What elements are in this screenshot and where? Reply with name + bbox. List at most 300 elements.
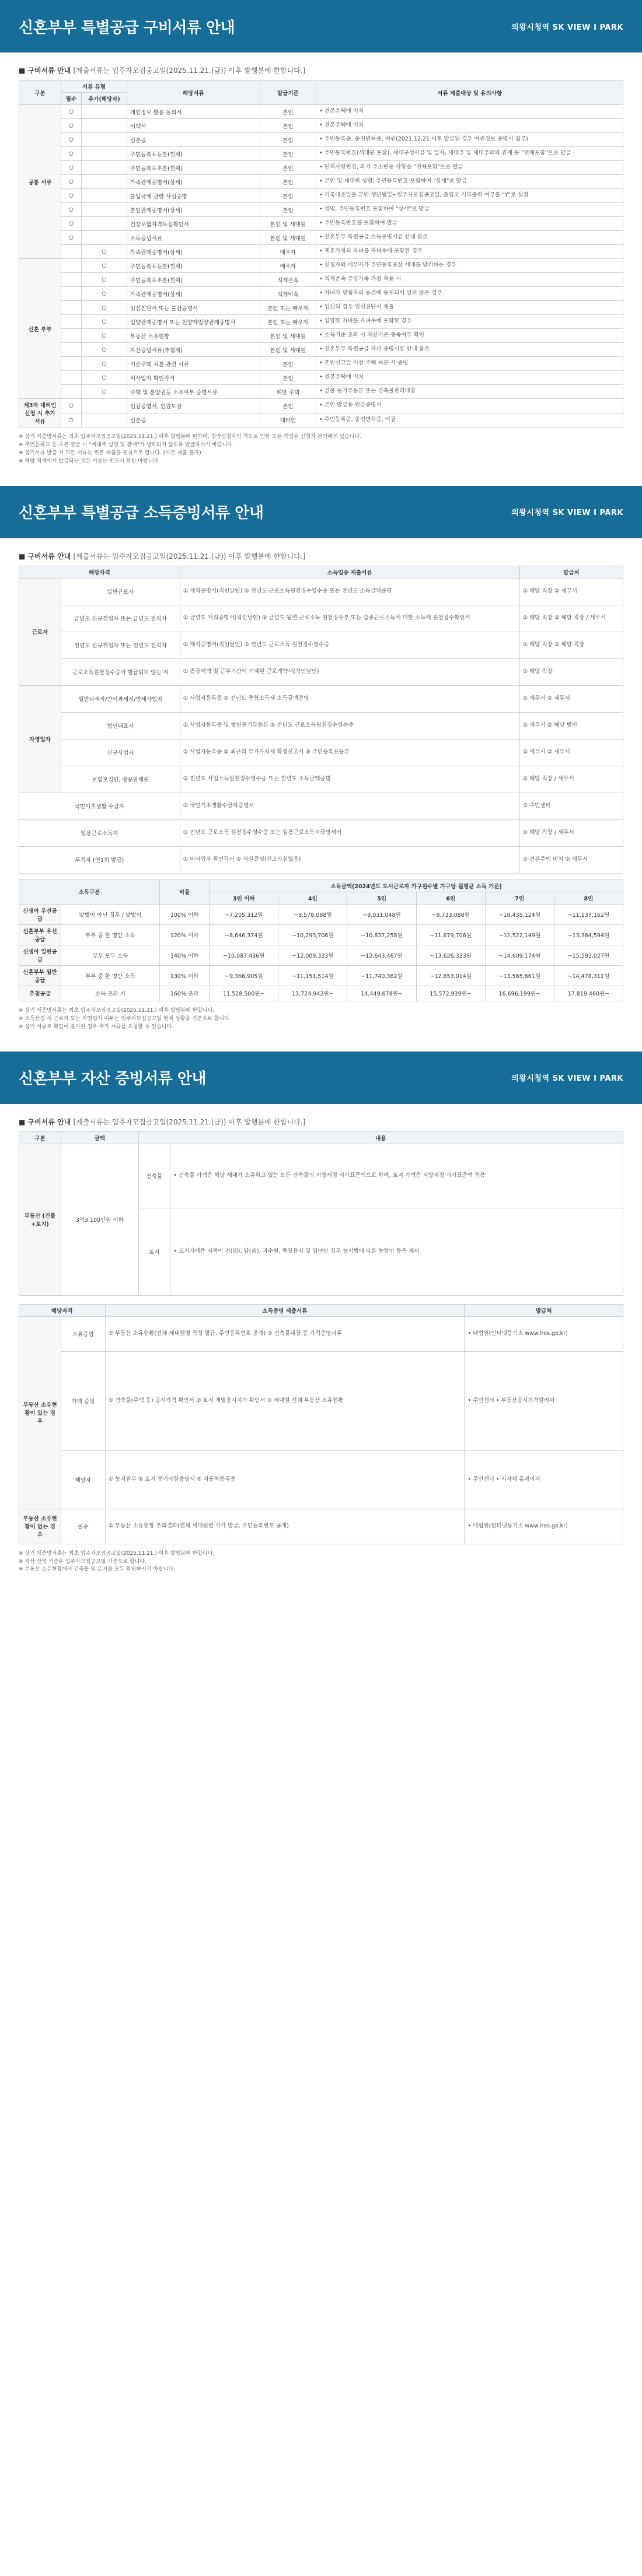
table-row bbox=[19, 203, 623, 217]
required-mark bbox=[61, 371, 82, 385]
document-name: 신분증 bbox=[127, 413, 260, 427]
document-name: 주민등록표초본(전체) bbox=[127, 273, 260, 287]
income-value: ~12,009,323원 bbox=[278, 945, 347, 965]
column-header: 발급기준 bbox=[260, 80, 316, 105]
document-name: 혼인관계증명서(상세) bbox=[127, 203, 260, 217]
optional-mark bbox=[81, 399, 127, 413]
document-description: • 인적사항변경, 과거 주소변동 사항을 "전체포함"으로 발급 bbox=[316, 161, 623, 175]
income-value: ~10,293,706원 bbox=[278, 924, 347, 945]
qualification: 일반근로자 bbox=[61, 578, 180, 605]
column-header: 추가(해당자) bbox=[81, 93, 127, 105]
document-name: 입양관계증명서 또는 친양자입양관계증명서 bbox=[127, 315, 260, 329]
required-mark: ○ bbox=[61, 203, 82, 217]
table-row bbox=[19, 105, 623, 119]
document-description: ① 부동산 소유현황 조회결과(전체 세대원별 각각 발급, 주민등록번호 공개) bbox=[105, 1509, 465, 1544]
required-mark: ○ bbox=[61, 413, 82, 427]
row-group-label: 근로자 bbox=[19, 578, 61, 685]
optional-mark: ○ bbox=[81, 357, 127, 371]
issuer: ① 해당 직장 ② 세무서 bbox=[519, 578, 623, 605]
column-header: 해당서류 bbox=[127, 80, 260, 105]
issuer: 본인 bbox=[260, 357, 316, 371]
income-condition: 부부 중 한 명만 소득 bbox=[61, 924, 160, 945]
issuer: ① 견본주택 비치 ② 세무서 bbox=[519, 846, 623, 873]
optional-mark: ○ bbox=[81, 371, 127, 385]
table-row bbox=[19, 846, 623, 873]
document-description: ① 사업자등록증 ② 최근의 부가가치세 확정신고서 ③ 주민등록표등본 bbox=[180, 739, 519, 766]
table-header-row bbox=[19, 80, 623, 93]
note-line: ※ 해당 직계에서 발급되는 모든 서류는 반드시 확인 바랍니다. bbox=[19, 458, 160, 464]
income-value: ~8,578,088원 bbox=[278, 904, 347, 924]
brand-logo: 의왕시청역 SK VIEW Ⅰ PARK bbox=[511, 1074, 623, 1084]
income-value: ~14,609,174원 bbox=[485, 945, 554, 965]
document-description: • 본인 발급용 인감증명서 bbox=[316, 399, 623, 413]
income-value: 14,449,678원~ bbox=[347, 986, 416, 1001]
asset-description: • 건축물 가액은 해당 세대가 소유하고 있는 모든 건축물의 지방세정 시가표준액으로 하며, 토지 가액은 지방세정 시가표준액 적용 bbox=[170, 1144, 623, 1208]
optional-mark: ○ bbox=[81, 301, 127, 315]
row-group-label: 신혼부부 일반공급 bbox=[19, 965, 61, 986]
qualification: 금년도 신규취업자 또는 금년도 전직자 bbox=[61, 605, 180, 632]
issuer: • 주민센터 • 지자체 홈페이지 bbox=[465, 1450, 623, 1509]
required-mark: ○ bbox=[61, 231, 82, 245]
column-header: 금액 bbox=[61, 1131, 139, 1144]
row-group-label: 신혼 부부 bbox=[19, 259, 61, 399]
asset-type: 건축물 bbox=[138, 1144, 170, 1208]
table-row bbox=[19, 1144, 623, 1208]
document-name: 인감증명서, 인감도장 bbox=[127, 399, 260, 413]
income-value: ~10,087,436원 bbox=[210, 945, 278, 965]
column-header: 구분 bbox=[19, 1131, 61, 1144]
issuer: 본인 bbox=[260, 105, 316, 119]
column-header: 구분 bbox=[19, 80, 61, 105]
document-name: 가족관계증명서(상세) bbox=[127, 245, 260, 259]
issuer: ① 세무서 ② 해당 법인 bbox=[519, 712, 623, 739]
issuer: 대리인 bbox=[260, 413, 316, 427]
row-group-label: 부동산 소유현황이 있는 경우 bbox=[19, 1316, 61, 1509]
section-header-income bbox=[0, 486, 642, 538]
document-description: • 임신의 경우 임신진단서 제출 bbox=[316, 301, 623, 315]
document-description: ① 금년도 재직증명서(직인날인) ② 금년도 월별 근로소득 원천징수부 또는 갑종근로소득에 대한 소득세 원천징수확인서 bbox=[180, 605, 519, 632]
income-condition: 부부 중 한 명만 소득 bbox=[61, 965, 160, 986]
table-row bbox=[19, 1351, 623, 1450]
brand-logo: 의왕시청역 SK VIEW Ⅰ PARK bbox=[511, 23, 623, 32]
brand-logo: 의왕시청역 SK VIEW Ⅰ PARK bbox=[511, 509, 623, 518]
column-header: 해당자격 bbox=[19, 566, 180, 578]
qualification: 보험모집인, 방문판매원 bbox=[61, 766, 180, 793]
table-row bbox=[19, 231, 623, 245]
document-description: ① 재직증명서(직인날인) ② 전년도 근로소득 원천징수영수증 bbox=[180, 632, 519, 658]
required-mark: ○ bbox=[61, 133, 82, 147]
income-value: 16,696,199원~ bbox=[485, 986, 554, 1001]
table-row bbox=[19, 712, 623, 739]
document-description: ① 전년도 근로소득 원천징수영수증 또는 일용근로소득지급명세서 bbox=[180, 819, 519, 846]
note-line: ※ 상기 제증명서류는 최초 입주자모집공고일(2025.11.21.) 이후 발행분에 한합니다. bbox=[19, 1007, 215, 1014]
row-group-label: 제3자 대리인 신청 시 추가서류 bbox=[19, 399, 61, 427]
income-value: ~11,137,162원 bbox=[554, 904, 623, 924]
row-group-label: 신생아 우선공급 bbox=[19, 904, 61, 924]
column-header: 해당자격 bbox=[19, 1304, 106, 1316]
issuer: 본인 및 세대원 bbox=[260, 231, 316, 245]
column-header: 소득구분 bbox=[19, 879, 160, 904]
document-description: • 주민등록번호(세대원 포함), 세대구성사유 및 일자, 세대주 및 세대주와의 관계 등 "전체포함"으로 발급 bbox=[316, 147, 623, 161]
optional-mark bbox=[81, 217, 127, 231]
optional-mark bbox=[81, 175, 127, 189]
required-mark: ○ bbox=[61, 399, 82, 413]
table-row bbox=[19, 793, 623, 819]
table-row bbox=[19, 161, 623, 175]
issuer: 본인 bbox=[260, 175, 316, 189]
qualification: 필수 bbox=[61, 1509, 106, 1544]
document-description: ① 건축물(주택 등) 공시가격 확인서 ② 토지 개별공시지가 확인서 ③ 세대원 전체 부동산 소유현황 bbox=[105, 1351, 465, 1450]
document-name: 임신진단서 또는 출산증명서 bbox=[127, 301, 260, 315]
issuer: 본인 bbox=[260, 133, 316, 147]
income-value: 17,819,460원~ bbox=[554, 986, 623, 1001]
qualification: 소유증빙 bbox=[61, 1316, 106, 1351]
income-condition: 부부 모두 소득 bbox=[61, 945, 160, 965]
document-name: 출입국에 관한 사실증명 bbox=[127, 189, 260, 203]
sub-title-note: [제출서류는 입주자모집공고일(2025.11.21.(금)) 이후 발행분에 한합니다.] bbox=[73, 552, 306, 560]
table-header-row bbox=[19, 1131, 623, 1144]
income-value: ~12,653,014원 bbox=[416, 965, 485, 986]
section-title: 신혼부부 특별공급 소득증빙서류 안내 bbox=[19, 504, 264, 523]
document-description: • 신청자와 배우자가 주민등록표상 세대를 달리하는 경우 bbox=[316, 259, 623, 273]
table-row bbox=[19, 301, 623, 315]
section-header-assets bbox=[0, 1052, 642, 1104]
column-header: 소득입증 제출서류 bbox=[180, 566, 519, 578]
income-ratio: 130% 이하 bbox=[159, 965, 209, 986]
income-value: ~15,592,027원 bbox=[554, 945, 623, 965]
issuer: 본인 bbox=[260, 189, 316, 203]
row-group-label: 부동산 소유현황이 없는 경우 bbox=[19, 1509, 61, 1544]
document-name: 가족관계증명서(상세) bbox=[127, 175, 260, 189]
optional-mark bbox=[81, 133, 127, 147]
qualification: 무직자 (연1회 발급) bbox=[19, 846, 180, 873]
issuer: 본인 및 세대원 bbox=[260, 217, 316, 231]
column-header: 내용 bbox=[138, 1131, 623, 1144]
optional-mark bbox=[81, 161, 127, 175]
income-docs-table bbox=[19, 566, 623, 874]
required-mark bbox=[61, 329, 82, 343]
column-header: 7인 bbox=[485, 892, 554, 904]
table-row bbox=[19, 685, 623, 712]
income-value: ~10,435,124원 bbox=[485, 904, 554, 924]
sub-title-note: [제출서류는 입주자모집공고일(2025.11.21.(금)) 이후 발행분에 한합니다.] bbox=[73, 66, 306, 75]
table-row bbox=[19, 945, 623, 965]
issuer: 본인 또는 배우자 bbox=[260, 315, 316, 329]
income-condition: 맞벌이 아닌 경우 / 맞벌이 bbox=[61, 904, 160, 924]
income-value: ~12,522,149원 bbox=[485, 924, 554, 945]
document-description: • 주민등록번호를 포함하여 발급 bbox=[316, 217, 623, 231]
table-row bbox=[19, 1450, 623, 1509]
row-group-label: 추첨공급 bbox=[19, 986, 61, 1001]
qualification: 근로소득원천징수증이 발급되지 않는 자 bbox=[61, 658, 180, 685]
asset-docs-table bbox=[19, 1304, 623, 1544]
document-name: 건강보험자격득실확인서 bbox=[127, 217, 260, 231]
income-value: ~9,733,088원 bbox=[416, 904, 485, 924]
qualification: 일용근로소득자 bbox=[19, 819, 180, 846]
document-description: ① 전년도 사업소득원천징수영수증 또는 전년도 소득금액증명 bbox=[180, 766, 519, 793]
table-row bbox=[19, 357, 623, 371]
required-mark bbox=[61, 315, 82, 329]
row-group-label: 신생아 일반공급 bbox=[19, 945, 61, 965]
document-name: 가족관계증명서(상세) bbox=[127, 287, 260, 301]
issuer: ① 해당 직장 bbox=[519, 658, 623, 685]
income-value: ~11,679,706원 bbox=[416, 924, 485, 945]
income-ratio: 120% 이하 bbox=[159, 924, 209, 945]
optional-mark: ○ bbox=[81, 385, 127, 399]
document-description: • 주민등록증, 운전면허증, 여권(2021.12.21 이후 발급된 경우 여권정보 증명서 첨부) bbox=[316, 133, 623, 147]
document-description: • 주민등록증, 운전면허증, 여권 bbox=[316, 413, 623, 427]
optional-mark: ○ bbox=[81, 245, 127, 259]
column-header: 필수 bbox=[61, 93, 82, 105]
document-description: • 소득기준 초과 시 자산기준 충족여부 확인 bbox=[316, 329, 623, 343]
row-group-label: 자영업자 bbox=[19, 685, 61, 793]
table-row bbox=[19, 259, 623, 273]
document-description: ① 총급여액 및 근무기간이 기재된 근로계약서(직인날인) bbox=[180, 658, 519, 685]
income-value: ~8,646,374원 bbox=[210, 924, 278, 945]
notes bbox=[19, 1007, 623, 1032]
qualification: 신규사업자 bbox=[61, 739, 180, 766]
column-header: 소득금액(2024년도 도시근로자 가구원수별 가구당 월평균 소득 기준) bbox=[210, 879, 623, 892]
optional-mark bbox=[81, 147, 127, 161]
note-line: ※ 상기서류 발급 시 모든 서류는 원본 제출을 원칙으로 합니다. (사본 제출 불가) bbox=[19, 450, 201, 456]
table-row bbox=[19, 605, 623, 632]
document-name: 주민등록표초본(전체) bbox=[127, 161, 260, 175]
income-value: ~12,643,467원 bbox=[347, 945, 416, 965]
qualification: 법인대표자 bbox=[61, 712, 180, 739]
income-value: ~7,205,312원 bbox=[210, 904, 278, 924]
optional-mark: ○ bbox=[81, 273, 127, 287]
issuer: ① 해당 직장 / 세무서 bbox=[519, 819, 623, 846]
table-row bbox=[19, 658, 623, 685]
income-ratio: 140% 이하 bbox=[159, 945, 209, 965]
required-mark: ○ bbox=[61, 147, 82, 161]
required-mark: ○ bbox=[61, 217, 82, 231]
optional-mark bbox=[81, 231, 127, 245]
table-row bbox=[19, 1316, 623, 1351]
table-row bbox=[19, 399, 623, 413]
required-docs-table bbox=[19, 80, 623, 427]
income-value: ~11,740,362원 bbox=[347, 965, 416, 986]
table-row bbox=[19, 385, 623, 399]
table-row bbox=[19, 578, 623, 605]
document-description: • 본인 및 세대원 성명, 주민등록번호 포함하여 "상세"로 발급 bbox=[316, 175, 623, 189]
section-title: 신혼부부 특별공급 구비서류 안내 bbox=[19, 19, 235, 37]
document-name: 비사업자 확인각서 bbox=[127, 371, 260, 385]
document-description: ① 농지원부 ② 토지 등기사항증명서 ③ 자동차등록증 bbox=[105, 1450, 465, 1509]
notes bbox=[19, 433, 623, 466]
income-value: ~9,031,048원 bbox=[347, 904, 416, 924]
sub-title: ■ 구비서류 안내 [제출서류는 입주자모집공고일(2025.11.21.(금)) 이후 발행분에 한합니다.] bbox=[19, 66, 306, 75]
issuer: 본인 및 세대원 bbox=[260, 343, 316, 357]
row-group-label: 부동산 (건물+토지) bbox=[19, 1144, 61, 1295]
issuer: ① 세무서 ② 세무서 bbox=[519, 739, 623, 766]
table-row bbox=[19, 175, 623, 189]
optional-mark: ○ bbox=[81, 343, 127, 357]
document-name: 서약서 bbox=[127, 119, 260, 133]
optional-mark bbox=[81, 413, 127, 427]
column-header: 서류 제출대상 및 유의사항 bbox=[316, 80, 623, 105]
issuer: ① 해당 직장 / 세무서 bbox=[519, 766, 623, 793]
document-description: ① 비사업자 확인각서 ② 사실증명(신고사실없음) bbox=[180, 846, 519, 873]
document-description: • 신혼부부 특별공급 소득증빙서류 안내 참조 bbox=[316, 231, 623, 245]
document-description: ① 국민기초생활수급자증명서 bbox=[180, 793, 519, 819]
income-value: ~14,478,311원 bbox=[554, 965, 623, 986]
document-description: • 견본주택에 비치 bbox=[316, 119, 623, 133]
issuer: 직계존속 bbox=[260, 273, 316, 287]
table-row bbox=[19, 273, 623, 287]
optional-mark: ○ bbox=[81, 315, 127, 329]
table-row bbox=[19, 413, 623, 427]
qualification: 국민기초생활 수급자 bbox=[19, 793, 180, 819]
optional-mark: ○ bbox=[81, 287, 127, 301]
table-row bbox=[19, 1509, 623, 1544]
income-threshold-table bbox=[19, 879, 623, 1001]
asset-limit: 3억3,100만원 이하 bbox=[61, 1144, 139, 1295]
issuer: 본인 bbox=[260, 203, 316, 217]
document-name: 주민등록표등본(전체) bbox=[127, 259, 260, 273]
column-header: 8인 bbox=[554, 892, 623, 904]
issuer: 본인 bbox=[260, 371, 316, 385]
document-name: 기존주택 처분 관련 서류 bbox=[127, 357, 260, 371]
issuer: 해당 주택 bbox=[260, 385, 316, 399]
table-header-row bbox=[19, 566, 623, 578]
qualification: 전년도 신규취업자 또는 전년도 전직자 bbox=[61, 632, 180, 658]
document-name: 주택 및 분양권등 소유여부 증명서류 bbox=[127, 385, 260, 399]
required-mark bbox=[61, 343, 82, 357]
document-description: • 자녀가 당첨자의 등본에 등재되어 있지 않은 경우 bbox=[316, 287, 623, 301]
table-row bbox=[19, 329, 623, 343]
income-value: 13,724,942원~ bbox=[278, 986, 347, 1001]
document-name: 자산증빙서류(추첨제) bbox=[127, 343, 260, 357]
document-name: 개인정보 활용 동의서 bbox=[127, 105, 260, 119]
optional-mark bbox=[81, 119, 127, 133]
table-row bbox=[19, 133, 623, 147]
required-mark bbox=[61, 301, 82, 315]
column-header: 소득증명 제출서류 bbox=[105, 1304, 465, 1316]
issuer: 본인 bbox=[260, 119, 316, 133]
sub-title-text: 구비서류 안내 bbox=[27, 66, 71, 75]
table-row bbox=[19, 287, 623, 301]
note-line: ※ 소득산정 시 근로자 또는 자영업자 여부는 입주자모집공고일 현재 상황을 기준으로 합니다. bbox=[19, 1015, 231, 1022]
table-row bbox=[19, 819, 623, 846]
issuer: 직계비속 bbox=[260, 287, 316, 301]
table-row bbox=[19, 189, 623, 203]
note-line: ※ 상기 제증명서류는 최초 입주자모집공고일(2025.11.21.) 이후 발행분에 한하며, 청약신청자의 착오로 인한 모든 책임은 신청자 본인에게 있습니다. bbox=[19, 434, 362, 440]
qualification: 가액 증빙 bbox=[61, 1351, 106, 1450]
optional-mark bbox=[81, 105, 127, 119]
document-description: • 견본주택에 비치 bbox=[316, 371, 623, 385]
issuer: • 대법원(인터넷등기소 www.iros.go.kr) bbox=[465, 1316, 623, 1351]
column-header: 발급처 bbox=[519, 566, 623, 578]
document-description: • 직계존속 부양가족 가점 적용 시 bbox=[316, 273, 623, 287]
issuer: • 주민센터 • 부동산공시가격알리미 bbox=[465, 1351, 623, 1450]
document-description: ① 사업자등록증 ② 전년도 종합소득세 소득금액증명 bbox=[180, 685, 519, 712]
note-line: ※ 상기 제증명서류는 최초 입주자모집공고일(2025.11.21.) 이후 발행분에 한합니다. bbox=[19, 1550, 215, 1557]
document-description: • 신혼부부 특별공급 자산 증빙서류 안내 참조 bbox=[316, 343, 623, 357]
issuer: ① 세무서 ② 세무서 bbox=[519, 685, 623, 712]
column-header: 5인 bbox=[347, 892, 416, 904]
column-header: 발급처 bbox=[465, 1304, 623, 1316]
qualification: 해당자 bbox=[61, 1450, 106, 1509]
table-row bbox=[19, 217, 623, 231]
notes bbox=[19, 1550, 623, 1575]
issuer: ① 주민센터 bbox=[519, 793, 623, 819]
required-mark bbox=[61, 245, 82, 259]
income-value: 15,572,939원~ bbox=[416, 986, 485, 1001]
issuer: 배우자 bbox=[260, 259, 316, 273]
note-line: ※ 자산 산정 기준은 입주자모집공고일 기준으로 합니다. bbox=[19, 1558, 146, 1565]
required-mark bbox=[61, 273, 82, 287]
row-group-label: 신혼부부 우선공급 bbox=[19, 924, 61, 945]
table-row bbox=[19, 924, 623, 945]
issuer: ① 해당 직장 ② 해당 직장 bbox=[519, 632, 623, 658]
income-value: ~9,366,905원 bbox=[210, 965, 278, 986]
sub-title: ■ 구비서류 안내 [제출서류는 입주자모집공고일(2025.11.21.(금)) 이후 발행분에 한합니다.] bbox=[19, 1117, 306, 1126]
issuer: 배우자 bbox=[260, 245, 316, 259]
table-row bbox=[19, 986, 623, 1001]
table-row bbox=[19, 315, 623, 329]
issuer: 본인 bbox=[260, 399, 316, 413]
document-name: 소득증빙서류 bbox=[127, 231, 260, 245]
document-name: 부동산 소유현황 bbox=[127, 329, 260, 343]
asset-description: • 토지가액은 지목이 전(田), 답(畓), 과수원, 목장용지 및 임야인 경우 농지법에 따른 농업인 등은 제외 bbox=[170, 1208, 623, 1295]
required-mark: ○ bbox=[61, 175, 82, 189]
income-value: ~10,837,258원 bbox=[347, 924, 416, 945]
sub-title: ■ 구비서류 안내 [제출서류는 입주자모집공고일(2025.11.21.(금)) 이후 발행분에 한합니다.] bbox=[19, 552, 306, 560]
issuer: • 대법원(인터넷등기소 www.iros.go.kr) bbox=[465, 1509, 623, 1544]
table-row bbox=[19, 739, 623, 766]
required-mark bbox=[61, 259, 82, 273]
document-description: • 견본주택에 비치 bbox=[316, 105, 623, 119]
required-mark: ○ bbox=[61, 189, 82, 203]
income-value: ~13,364,594원 bbox=[554, 924, 623, 945]
income-value: ~13,626,323원 bbox=[416, 945, 485, 965]
income-ratio: 100% 이하 bbox=[159, 904, 209, 924]
document-description: • 혼인신고일 이전 주택 처분 시 증빙 bbox=[316, 357, 623, 371]
document-description: ① 사업자등록증 및 법인등기부등본 ② 전년도 근로소득원천징수영수증 bbox=[180, 712, 519, 739]
document-description: • 재혼가정의 자녀를 자녀수에 포함한 경우 bbox=[316, 245, 623, 259]
note-line: ※ 상기 서류로 확인이 불가한 경우 추가 서류를 요청할 수 있습니다. bbox=[19, 1024, 174, 1030]
required-mark bbox=[61, 287, 82, 301]
table-row bbox=[19, 371, 623, 385]
table-row bbox=[19, 119, 623, 133]
table-row bbox=[19, 766, 623, 793]
document-description: • 성명, 주민등록번호 포함하여 "상세"로 발급 bbox=[316, 203, 623, 217]
issuer: ① 해당 직장 ② 해당 직장 / 세무서 bbox=[519, 605, 623, 632]
optional-mark bbox=[81, 189, 127, 203]
column-header: 6인 bbox=[416, 892, 485, 904]
column-header: 비율 bbox=[159, 879, 209, 904]
required-mark bbox=[61, 357, 82, 371]
table-row bbox=[19, 632, 623, 658]
document-description: ① 부동산 소유현황(전체 세대원별 작성 발급, 주민등록번호 공개) ② 건축물대장 등 가격증명서류 bbox=[105, 1316, 465, 1351]
table-row bbox=[19, 147, 623, 161]
issuer: 본인 bbox=[260, 147, 316, 161]
required-mark bbox=[61, 385, 82, 399]
row-group-label: 공통 서류 bbox=[19, 105, 61, 259]
income-ratio: 160% 초과 bbox=[159, 986, 209, 1001]
asset-criteria-table bbox=[19, 1131, 623, 1296]
optional-mark: ○ bbox=[81, 259, 127, 273]
required-mark: ○ bbox=[61, 161, 82, 175]
optional-mark bbox=[81, 203, 127, 217]
required-mark: ○ bbox=[61, 105, 82, 119]
document-description: • 기록대조일을 본인 생년월일~입주자모집공고일, 출입국 기록출력 여부를 "Y"로 설정 bbox=[316, 189, 623, 203]
column-header: 3인 이하 bbox=[210, 892, 278, 904]
table-row bbox=[19, 965, 623, 986]
section-header-docs bbox=[0, 0, 642, 52]
table-row bbox=[19, 343, 623, 357]
